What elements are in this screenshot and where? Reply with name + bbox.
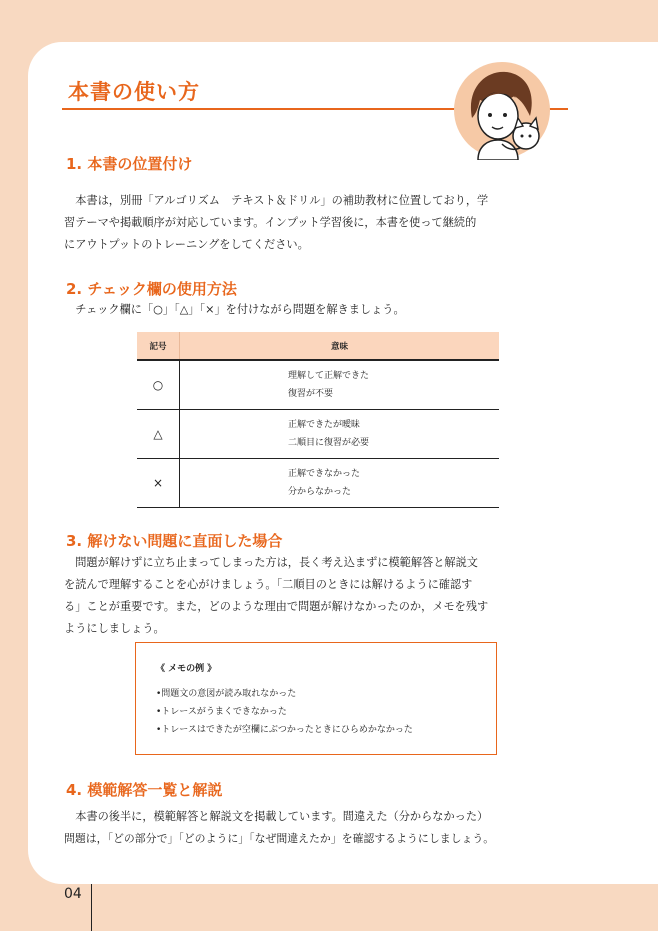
list-item: •トレースはできたが空欄にぶつかったときにひらめかなかった — [156, 725, 413, 735]
section-4-text — [64, 806, 570, 850]
text-line: る」ことが重要です。また，どのような理由で問題が解けなかったのか，メモを残す — [64, 600, 489, 613]
text-line: にアウトプットのトレーニングをしてください。 — [64, 238, 309, 251]
table-row — [137, 410, 499, 459]
text-line: 習テーマや掲載順序が対応しています。インプット学習後に，本書を使って継続的 — [64, 216, 477, 229]
memo-list — [156, 685, 413, 739]
row-meaning — [180, 459, 500, 508]
text-line: ようにしましょう。 — [64, 622, 165, 635]
section-heading-1: 1. 本書の位置付け — [66, 155, 193, 173]
meaning-line: 理解して正解できた — [288, 371, 370, 381]
memo-title: 《 メモの例 》 — [156, 664, 217, 674]
meaning-line: 正解できなかった — [288, 469, 361, 479]
row-symbol: △ — [137, 410, 180, 459]
page-number: 04 — [64, 886, 82, 902]
table-row — [137, 360, 499, 410]
check-mark-table — [137, 332, 499, 508]
meaning-line: 二順目に復習が必要 — [288, 438, 370, 448]
row-symbol: × — [137, 459, 180, 508]
section-2-intro: チェック欄に「○」「△」「×」を付けながら問題を解きましょう。 — [75, 303, 405, 316]
table-row — [137, 459, 499, 508]
list-item: •問題文の意図が読み取れなかった — [156, 689, 297, 699]
woman-with-fox-icon — [452, 60, 552, 160]
text-line: 本書の後半に，模範解答と解説文を掲載しています。間違えた（分からなかった） — [75, 810, 489, 823]
section-heading-3: 3. 解けない問題に直面した場合 — [66, 532, 283, 550]
meaning-line: 分からなかった — [288, 487, 352, 497]
page-title: 本書の使い方 — [68, 80, 200, 104]
header-meaning: 意味 — [180, 332, 500, 360]
text-line: 本書は，別冊「アルゴリズム テキスト＆ドリル」の補助教材に位置しており，学 — [75, 194, 489, 207]
section-heading-4: 4. 模範解答一覧と解説 — [66, 781, 223, 799]
table-header-row — [137, 332, 499, 360]
memo-example-box — [135, 642, 497, 755]
row-meaning — [180, 360, 500, 410]
section-heading-2: 2. チェック欄の使用方法 — [66, 280, 237, 298]
text-line: 問題は，「どの部分で」「どのように」「なぜ間違えたか」を確認するようにしましょう。 — [64, 832, 495, 845]
row-symbol: ○ — [137, 360, 180, 410]
text-line: 問題が解けずに立ち止まってしまった方は，長く考え込まずに模範解答と解説文 — [75, 556, 478, 569]
meaning-line: 復習が不要 — [288, 389, 334, 399]
section-3-text — [64, 552, 570, 640]
header-symbol: 記号 — [137, 332, 180, 360]
meaning-line: 正解できたが曖昧 — [288, 420, 361, 430]
folio-divider — [91, 884, 92, 931]
row-meaning — [180, 410, 500, 459]
section-1-text — [64, 190, 570, 256]
text-line: を読んで理解することを心がけましょう。「二順目のときには解けるように確認す — [64, 578, 473, 591]
list-item: •トレースがうまくできなかった — [156, 707, 287, 717]
